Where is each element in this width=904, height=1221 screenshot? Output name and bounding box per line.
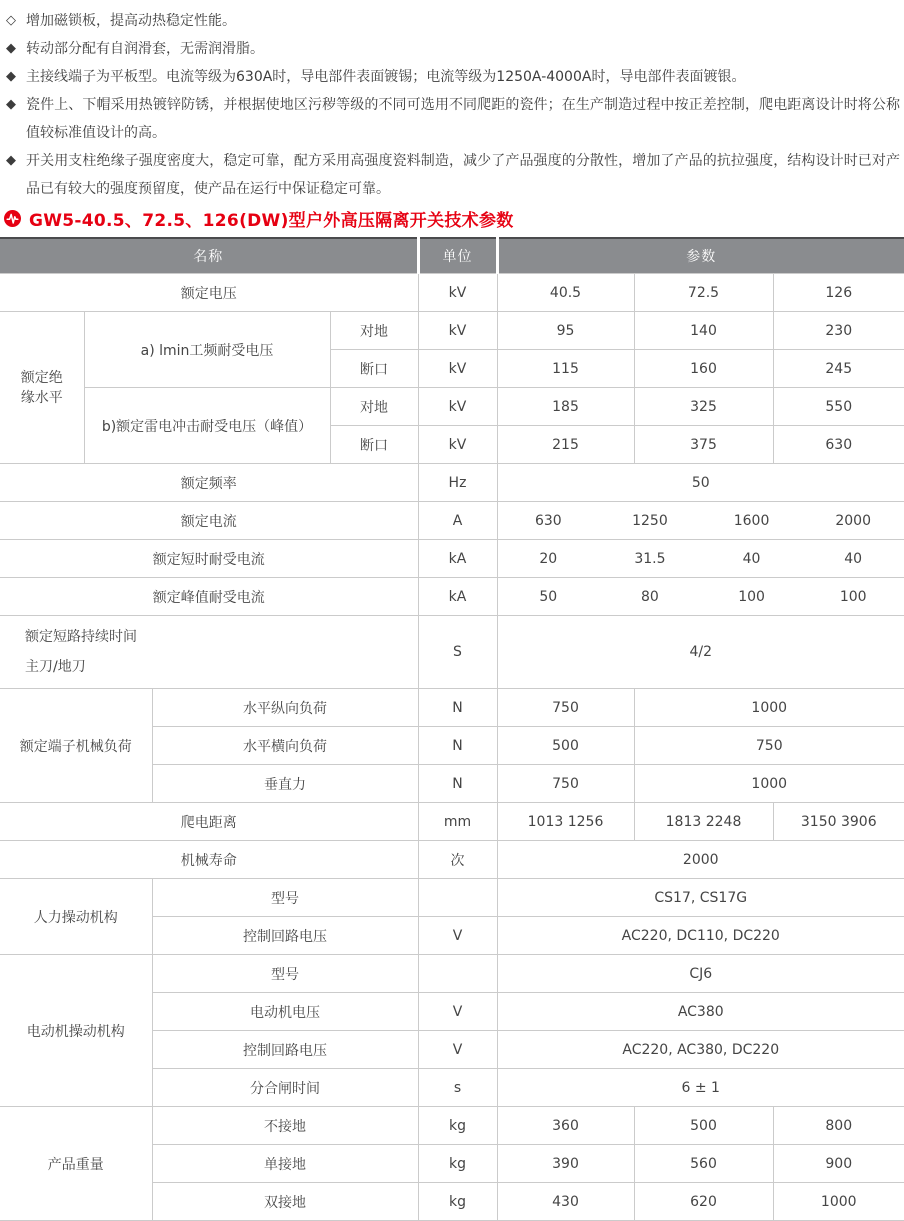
cell-unit: N <box>418 765 497 803</box>
feature-text: 开关用支柱绝缘子强度密度大，稳定可靠，配方采用高强度瓷料制造，减少了产品强度的分散性，增加了产品的抗拉强度，结构设计时已对产品已有较大的强度预留度，使产品在运行中保证稳定可靠。 <box>26 153 900 197</box>
diamond-bullet-icon: ◇ <box>6 13 16 28</box>
cell-group-label: 人力操动机构 <box>0 879 152 955</box>
header-param: 参数 <box>497 238 904 274</box>
feature-text: 转动部分配有自润滑套，无需润滑脂。 <box>26 41 264 57</box>
cell-value: 126 <box>773 274 904 312</box>
cell-sub-label: 不接地 <box>152 1107 418 1145</box>
cell-value: AC220, DC110, DC220 <box>497 917 904 955</box>
cell-value: 230 <box>773 312 904 350</box>
cell-label: 爬电距离 <box>0 803 418 841</box>
row-mechanical-life <box>0 841 904 879</box>
feature-text: 增加磁锁板，提高动热稳定性能。 <box>26 13 236 29</box>
cell-value: 2000 <box>835 512 871 529</box>
cell-unit: V <box>418 1031 497 1069</box>
cell-value: 620 <box>634 1183 773 1221</box>
cell-sub-label: b)额定雷电冲击耐受电压（峰值） <box>84 388 330 464</box>
cell-value: 185 <box>497 388 634 426</box>
cell-value: 3150 3906 <box>773 803 904 841</box>
cell-values <box>497 502 904 540</box>
cell-value: 750 <box>634 727 904 765</box>
feature-bullet <box>6 63 900 91</box>
row-creepage-distance <box>0 803 904 841</box>
cell-group-label: 产品重量 <box>0 1107 152 1221</box>
cell-value: 100 <box>839 588 867 605</box>
cell-label: 机械寿命 <box>0 841 418 879</box>
cell-value: 115 <box>497 350 634 388</box>
cell-sub-label: 断口 <box>330 350 418 388</box>
cell-value: 80 <box>641 588 659 605</box>
cell-unit: s <box>418 1069 497 1107</box>
cell-value: 500 <box>497 727 634 765</box>
cell-sub-label: a) lmin工频耐受电压 <box>84 312 330 388</box>
row-weight-ungrounded <box>0 1107 904 1145</box>
cell-value: 4/2 <box>497 616 904 689</box>
cell-value: 215 <box>497 426 634 464</box>
cell-value: 325 <box>634 388 773 426</box>
row-short-time-current <box>0 540 904 578</box>
cell-value: 1000 <box>634 689 904 727</box>
section-title: GW5-40.5、72.5、126(DW)型户外高压隔离开关技术参数 <box>29 211 514 231</box>
row-mech-load-longitudinal <box>0 689 904 727</box>
cell-value: 550 <box>773 388 904 426</box>
diamond-bullet-icon: ◆ <box>6 41 16 56</box>
cell-value: CJ6 <box>497 955 904 993</box>
cell-unit: kV <box>418 274 497 312</box>
cell-unit: kA <box>418 578 497 616</box>
feature-bullet <box>6 7 900 35</box>
cell-sub-label: 型号 <box>152 955 418 993</box>
row-rated-current <box>0 502 904 540</box>
diamond-bullet-icon: ◆ <box>6 69 16 84</box>
cell-sub-label: 水平横向负荷 <box>152 727 418 765</box>
cell-value: 560 <box>634 1145 773 1183</box>
cell-label: 额定短时耐受电流 <box>0 540 418 578</box>
header-name: 名称 <box>0 238 418 274</box>
cell-value: 1250 <box>632 512 668 529</box>
row-manual-mechanism-model <box>0 879 904 917</box>
cell-value: 1000 <box>773 1183 904 1221</box>
cell-value: CS17, CS17G <box>497 879 904 917</box>
feature-bullet <box>6 35 900 63</box>
cell-values <box>497 578 904 616</box>
cell-label: 额定峰值耐受电流 <box>0 578 418 616</box>
cell-unit: kV <box>418 426 497 464</box>
cell-sub-label: 断口 <box>330 426 418 464</box>
cell-unit: kV <box>418 350 497 388</box>
cell-unit: kg <box>418 1183 497 1221</box>
cell-value: 390 <box>497 1145 634 1183</box>
cell-sub-label: 对地 <box>330 388 418 426</box>
cell-unit: kg <box>418 1145 497 1183</box>
cell-unit: N <box>418 689 497 727</box>
cell-unit: 次 <box>418 841 497 879</box>
cell-value: 1000 <box>634 765 904 803</box>
row-short-circuit-duration <box>0 616 904 689</box>
cell-value: 1813 2248 <box>634 803 773 841</box>
cell-value: 72.5 <box>634 274 773 312</box>
cell-unit: kV <box>418 388 497 426</box>
cell-label-line1: 额定短路持续时间 <box>25 629 137 645</box>
feature-text: 瓷件上、下帽采用热镀锌防锈，并根据使地区污秽等级的不同可选用不同爬距的瓷件；在生产制造过程中按正差控制，爬电距离设计时将公称值较标准值设计的高。 <box>26 97 900 141</box>
cell-value: 430 <box>497 1183 634 1221</box>
cell-unit-empty <box>418 955 497 993</box>
header-unit: 单位 <box>418 238 497 274</box>
cell-value: 245 <box>773 350 904 388</box>
feature-list <box>0 0 904 203</box>
cell-value: 360 <box>497 1107 634 1145</box>
cell-sub-label: 分合闸时间 <box>152 1069 418 1107</box>
cell-group-label: 额定端子机械负荷 <box>0 689 152 803</box>
cell-unit: S <box>418 616 497 689</box>
cell-value: 40 <box>742 550 761 567</box>
cell-value: 140 <box>634 312 773 350</box>
spec-table <box>0 237 904 1221</box>
cell-value: 1600 <box>733 512 770 529</box>
cell-value: 160 <box>634 350 773 388</box>
cell-value: AC220, AC380, DC220 <box>497 1031 904 1069</box>
cell-unit: A <box>418 502 497 540</box>
cell-value: 630 <box>773 426 904 464</box>
feature-text: 主接线端子为平板型。电流等级为630A时，导电部件表面镀锡；电流等级为1250A-4000A时，导电部件表面镀银。 <box>26 69 746 85</box>
cell-label-line2: 主刀/地刀 <box>25 659 86 675</box>
diamond-bullet-icon: ◆ <box>6 153 16 168</box>
row-insulation-a-ground <box>0 312 904 350</box>
cell-unit: kA <box>418 540 497 578</box>
cell-value: 50 <box>497 464 904 502</box>
cell-value: 630 <box>534 512 562 529</box>
cell-unit: Hz <box>418 464 497 502</box>
cell-label: 额定频率 <box>0 464 418 502</box>
feature-bullet <box>6 147 900 203</box>
section-title-row <box>0 203 904 237</box>
row-motor-mechanism-model <box>0 955 904 993</box>
cell-value: 31.5 <box>634 550 666 567</box>
cell-sub-label: 控制回路电压 <box>152 1031 418 1069</box>
row-insulation-b-ground <box>0 388 904 426</box>
cell-unit: N <box>418 727 497 765</box>
cell-group-label: 额定绝缘水平 <box>0 312 84 464</box>
cell-label: 额定电流 <box>0 502 418 540</box>
cell-sub-label: 双接地 <box>152 1183 418 1221</box>
cell-value: 900 <box>773 1145 904 1183</box>
cell-value: 375 <box>634 426 773 464</box>
cell-value: 1013 1256 <box>497 803 634 841</box>
row-rated-frequency <box>0 464 904 502</box>
cell-unit: V <box>418 993 497 1031</box>
cell-sub-label: 对地 <box>330 312 418 350</box>
table-header-row <box>0 238 904 274</box>
cell-value: 800 <box>773 1107 904 1145</box>
cell-unit: mm <box>418 803 497 841</box>
cell-value: 20 <box>539 550 558 567</box>
cell-value: 6 ± 1 <box>497 1069 904 1107</box>
cell-value: 50 <box>539 588 558 605</box>
cell-sub-label: 控制回路电压 <box>152 917 418 955</box>
cell-label: 额定电压 <box>0 274 418 312</box>
cell-sub-label: 垂直力 <box>152 765 418 803</box>
cell-unit-empty <box>418 879 497 917</box>
cell-value: 750 <box>497 689 634 727</box>
diamond-bullet-icon: ◆ <box>6 97 16 112</box>
cell-sub-label: 型号 <box>152 879 418 917</box>
cell-value: AC380 <box>497 993 904 1031</box>
row-peak-current <box>0 578 904 616</box>
cell-sub-label: 电动机电压 <box>152 993 418 1031</box>
cell-value: 40.5 <box>497 274 634 312</box>
cell-group-label: 电动机操动机构 <box>0 955 152 1107</box>
cell-value: 2000 <box>497 841 904 879</box>
cell-value: 95 <box>497 312 634 350</box>
feature-bullet <box>6 91 900 147</box>
cell-value: 750 <box>497 765 634 803</box>
cell-label <box>0 616 418 689</box>
cell-sub-label: 水平纵向负荷 <box>152 689 418 727</box>
row-rated-voltage <box>0 274 904 312</box>
cell-sub-label: 单接地 <box>152 1145 418 1183</box>
cell-value: 100 <box>738 588 765 605</box>
cell-values <box>497 540 904 578</box>
pulse-circle-icon <box>4 210 21 227</box>
cell-value: 40 <box>844 550 863 567</box>
cell-value: 500 <box>634 1107 773 1145</box>
cell-unit: V <box>418 917 497 955</box>
cell-unit: kV <box>418 312 497 350</box>
cell-unit: kg <box>418 1107 497 1145</box>
